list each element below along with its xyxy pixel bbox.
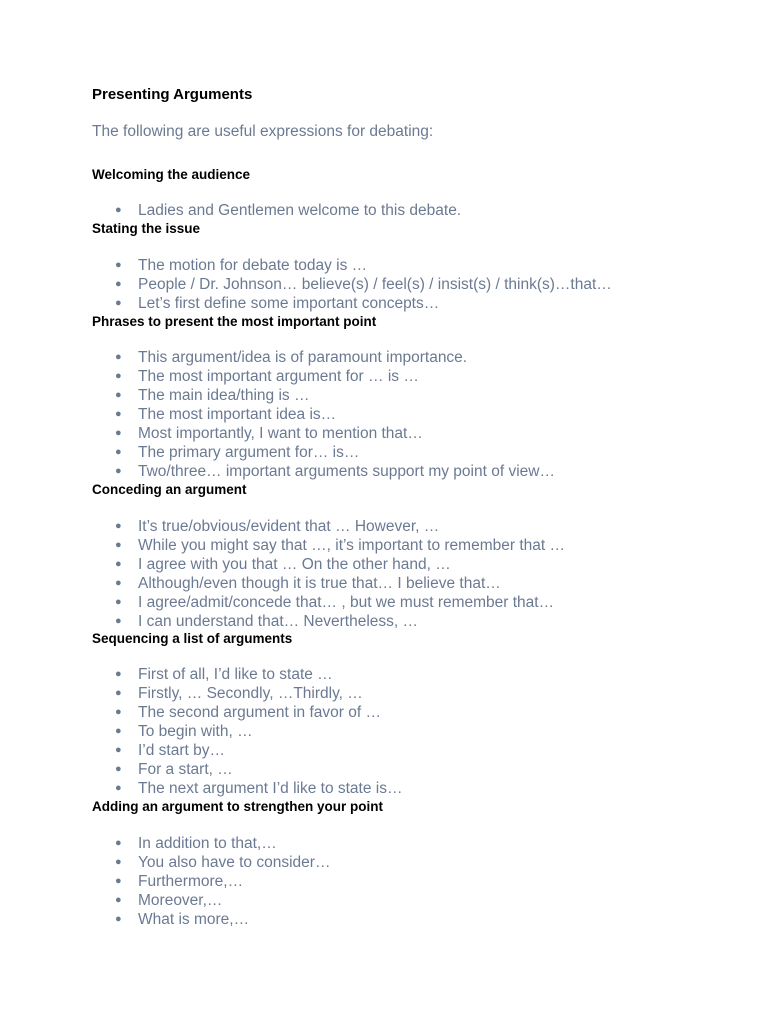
bullet-icon: ●	[115, 465, 122, 477]
section-heading-adding: Adding an argument to strengthen your point	[92, 799, 383, 814]
bullet-icon: ●	[115, 782, 122, 794]
bullet-icon: ●	[115, 297, 122, 309]
document-page: Presenting Arguments The following are useful expressions for debating: Welcoming the audience ● Ladies and Gentlemen welcome to this debate. Stating the issue ● The motion for debate today is … ● People / Dr. Johnson… believe(s) / feel(s) / insist(s) / think(s)…that… ● Let’s first define some important concepts… Phrases to present the most important point ● This argument/idea is of paramount importance. ● The most important argument for … is … ● The main idea/thing is … ● The most important idea is… ● Most importantly, I want to mention that… ● The primary argument for… is… ● Two/three… important arguments support my point of view… Conceding an argument ● It’s true/obvious/evident that … However, … ● While you might say that …, it’s important to remember that … ● I agree with you that … On the other hand, … ● Although/even though it is true that… I believe that… ● I agree/admit/concede that… , but we must remember that… ● I can understand that… Nevertheless, … Sequencing a list of arguments ● First of all, I’d like to state … ● Firstly, … Secondly, …Thirdly, … ● The second argument in favor of … ● To begin with, … ● I’d start by… ● For a start, … ● The next argument I’d like to state is… Adding an argument to strengthen your point ● In addition to that,… ● You also have to consider… ● Furthermore,… ● Moreover,… ● What is more,…	[92, 86, 612, 928]
bullet-icon: ●	[115, 278, 122, 290]
bullet-icon: ●	[115, 427, 122, 439]
bullet-icon: ●	[115, 875, 122, 887]
bullet-icon: ●	[115, 370, 122, 382]
bullet-icon: ●	[115, 446, 122, 458]
section-heading-sequencing: Sequencing a list of arguments	[92, 631, 293, 646]
bullet-icon: ●	[115, 204, 122, 216]
bullet-icon: ●	[115, 687, 122, 699]
section-heading-stating-issue: Stating the issue	[92, 221, 201, 236]
section-heading-important-point: Phrases to present the most important point	[92, 314, 377, 329]
bullet-icon: ●	[115, 539, 122, 551]
section-heading-conceding: Conceding an argument	[92, 482, 247, 497]
bullet-icon: ●	[115, 894, 122, 906]
bullet-icon: ●	[115, 615, 122, 627]
bullet-icon: ●	[115, 856, 122, 868]
bullet-icon: ●	[115, 596, 122, 608]
bullet-icon: ●	[115, 259, 122, 271]
bullet-icon: ●	[115, 577, 122, 589]
bullet-icon: ●	[115, 351, 122, 363]
bullet-icon: ●	[115, 389, 122, 401]
bullet-icon: ●	[115, 913, 122, 925]
bullet-icon: ●	[115, 763, 122, 775]
bullet-icon: ●	[115, 668, 122, 680]
bullet-icon: ●	[115, 744, 122, 756]
bullet-icon: ●	[115, 520, 122, 532]
bullet-icon: ●	[115, 558, 122, 570]
bullet-icon: ●	[115, 837, 122, 849]
document-intro: The following are useful expressions for debating:	[92, 123, 434, 140]
bullet-icon: ●	[115, 408, 122, 420]
section-heading-welcoming: Welcoming the audience	[92, 167, 251, 182]
document-title: Presenting Arguments	[92, 86, 253, 103]
bullet-icon: ●	[115, 725, 122, 737]
bullet-icon: ●	[115, 706, 122, 718]
